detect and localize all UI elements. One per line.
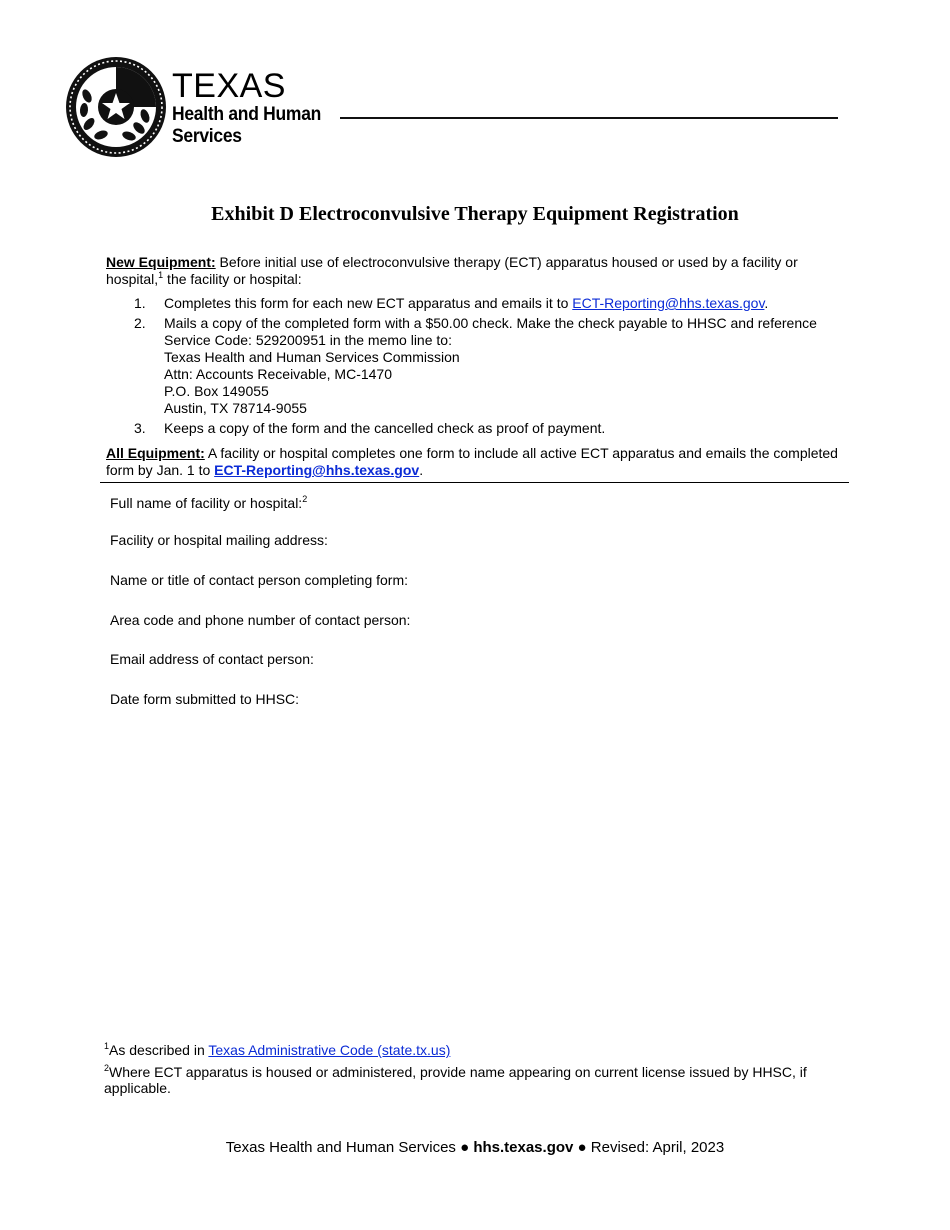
brand-wordmark — [172, 68, 334, 148]
footer-org: Texas Health and Human Services — [225, 1139, 456, 1156]
ect-reporting-email-link[interactable]: ECT-Reporting@hhs.texas.gov — [572, 295, 765, 311]
date-submitted-field[interactable]: Date form submitted to HHSC: — [110, 691, 300, 707]
footer-bullet: ● — [460, 1139, 470, 1156]
contact-name-field[interactable]: Name or title of contact person completing form: — [110, 572, 409, 588]
footnote-ref-1[interactable]: 1 — [158, 270, 164, 280]
contact-email-field[interactable]: Email address of contact person: — [110, 651, 314, 667]
footnote-number: 2 — [104, 1063, 110, 1073]
footnote-text: Where ECT apparatus is housed or administered, provide name appearing on current license issued by HHSC, if applicable. — [104, 1064, 807, 1096]
all-equipment-lead: All Equipment: — [106, 445, 205, 461]
new-equipment-text-1: Before initial use of electroconvulsive therapy (ECT) apparatus housed or used by a facility or hospital, — [106, 254, 798, 287]
contact-phone-field[interactable]: Area code and phone number of contact person: — [110, 612, 411, 628]
new-equipment-text-2: the facility or hospital: — [163, 271, 302, 287]
footnotes — [104, 1042, 824, 1102]
all-equipment-paragraph — [106, 445, 851, 479]
page-footer — [0, 1139, 950, 1156]
address-line: Service Code: 529200951 in the memo line to: — [164, 332, 452, 348]
address-line: Austin, TX 78714-9055 — [164, 400, 307, 416]
footnote-ref-2[interactable]: 2 — [302, 494, 308, 504]
all-equipment-text: A facility or hospital completes one form to include all active ECT apparatus and emails the completed form by Jan. 1 to — [106, 445, 838, 478]
address-line: Attn: Accounts Receivable, MC-1470 — [164, 366, 393, 382]
section-divider — [100, 482, 849, 483]
new-equipment-list — [134, 295, 834, 437]
address-line: P.O. Box 149055 — [164, 383, 269, 399]
footnote-2 — [104, 1064, 824, 1096]
mailing-address-field[interactable]: Facility or hospital mailing address: — [110, 532, 328, 548]
list-item-text: Completes this form for each new ECT apparatus and emails it to — [164, 295, 573, 311]
brand-texas: TEXAS — [172, 67, 286, 105]
header-rule — [340, 117, 838, 119]
list-item — [134, 295, 834, 312]
list-number: 3. — [134, 420, 146, 436]
address-line: Texas Health and Human Services Commission — [164, 349, 460, 365]
footer-bullet: ● — [577, 1139, 587, 1156]
list-item — [134, 315, 834, 417]
footnote-text: As described in — [109, 1042, 209, 1058]
brand-line-2: Health and Human — [172, 104, 322, 125]
footnote-1 — [104, 1042, 824, 1058]
list-item-text: Mails a copy of the completed form with a $50.00 check. Make the check payable to HHSC and reference — [164, 315, 817, 331]
facility-name-label: Full name of facility or hospital: — [110, 495, 303, 511]
list-item-punct: . — [764, 295, 769, 311]
tac-link[interactable]: Texas Administrative Code (state.tx.us) — [208, 1042, 451, 1058]
footer-revised: Revised: April, 2023 — [590, 1139, 725, 1156]
list-item-text: Keeps a copy of the form and the cancelled check as proof of payment. — [164, 420, 606, 436]
list-number: 1. — [134, 295, 146, 311]
list-number: 2. — [134, 315, 146, 331]
footer-site: hhs.texas.gov — [473, 1139, 574, 1156]
new-equipment-lead: New Equipment: — [106, 254, 216, 270]
brand-line-3: Services — [172, 126, 242, 147]
list-item — [134, 420, 834, 437]
all-equipment-punct: . — [419, 462, 424, 478]
new-equipment-paragraph — [106, 254, 846, 288]
ect-reporting-email-link-bold[interactable]: ECT-Reporting@hhs.texas.gov — [214, 462, 420, 478]
texas-hhs-seal-logo — [65, 56, 167, 158]
footnote-number: 1 — [104, 1041, 110, 1051]
page-title: Exhibit D Electroconvulsive Therapy Equipment Registration — [211, 203, 739, 225]
facility-name-field[interactable] — [110, 495, 307, 511]
